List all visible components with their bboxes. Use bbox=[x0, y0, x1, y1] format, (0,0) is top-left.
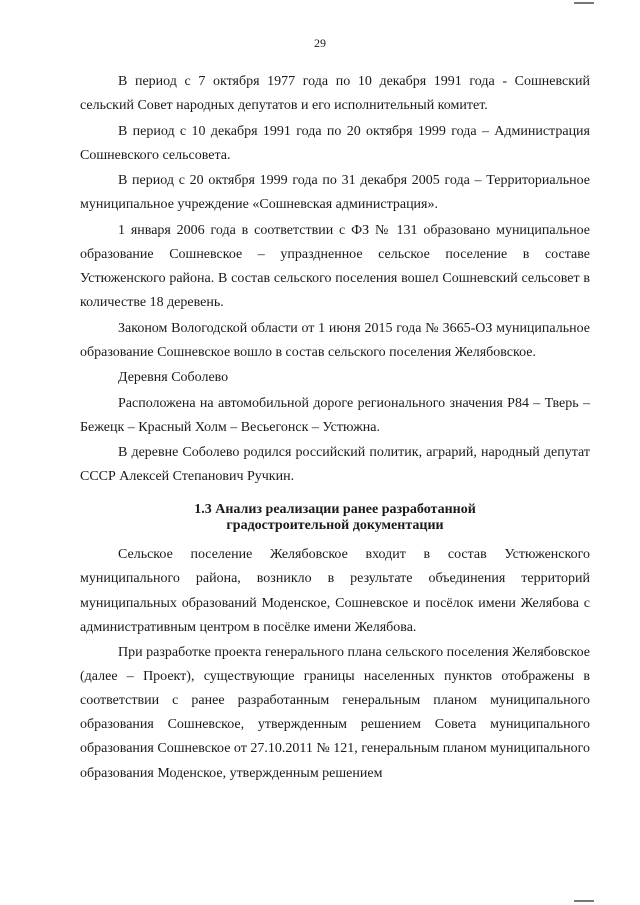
paragraph-village-name: Деревня Соболево bbox=[118, 370, 229, 386]
paragraph: В период с 10 декабря 1991 года по 20 октября 1999 года – Администрация Сошневского сельсовета. bbox=[80, 123, 590, 163]
paragraph: 1 января 2006 года в соответствии с ФЗ № 131 образовано муниципальное образование Сошневское – упраздненное сельское поселение в составе Устюженского района. В состав сельского поселения вошел Сошневский сельсовет в количестве 18 деревень. bbox=[80, 222, 590, 311]
document-body bbox=[80, 70, 590, 786]
section-heading bbox=[80, 502, 590, 533]
section-heading-line: градостроительной документации bbox=[226, 517, 444, 533]
paragraph: В период с 7 октября 1977 года по 10 декабря 1991 года - Сошневский сельский Совет народных депутатов и его исполнительный комитет. bbox=[80, 74, 590, 114]
page-number: 29 bbox=[314, 36, 326, 50]
paragraph: В период с 20 октября 1999 года по 31 декабря 2005 года – Территориальное муниципальное учреждение «Сошневская администрация». bbox=[80, 173, 590, 213]
scan-mark-bottom-right bbox=[574, 900, 594, 902]
paragraph: Расположена на автомобильной дороге регионального значения Р84 – Тверь – Бежецк – Красный Холм – Весьегонск – Устюжна. bbox=[80, 395, 590, 435]
paragraph: При разработке проекта генерального плана сельского поселения Желябовское (далее – Проект), существующие границы населенных пунктов отображены в соответствии с ранее разработанным генеральным планом муниципального образования Сошневское, утвержденным решением Совета муниципального образования Сошневское от 27.10.2011 № 121, генеральным планом муниципального образования Моденское, утвержденным решением bbox=[80, 645, 590, 781]
paragraph: В деревне Соболево родился российский политик, аграрий, народный депутат СССР Алексей Степанович Ручкин. bbox=[80, 445, 590, 485]
paragraph: Законом Вологодской области от 1 июня 2015 года № 3665-ОЗ муниципальное образование Сошневское вошло в состав сельского поселения Желябовское. bbox=[80, 320, 590, 360]
scan-mark-top-right bbox=[574, 2, 594, 4]
section-heading-line: 1.3 Анализ реализации ранее разработанной bbox=[194, 502, 476, 518]
paragraph: Сельское поселение Желябовское входит в состав Устюженского муниципального района, возникло в результате объединения территорий муниципальных образований Моденское, Сошневское и посёлок имени Желябова с административным центром в посёлке имени Желябова. bbox=[80, 547, 590, 635]
